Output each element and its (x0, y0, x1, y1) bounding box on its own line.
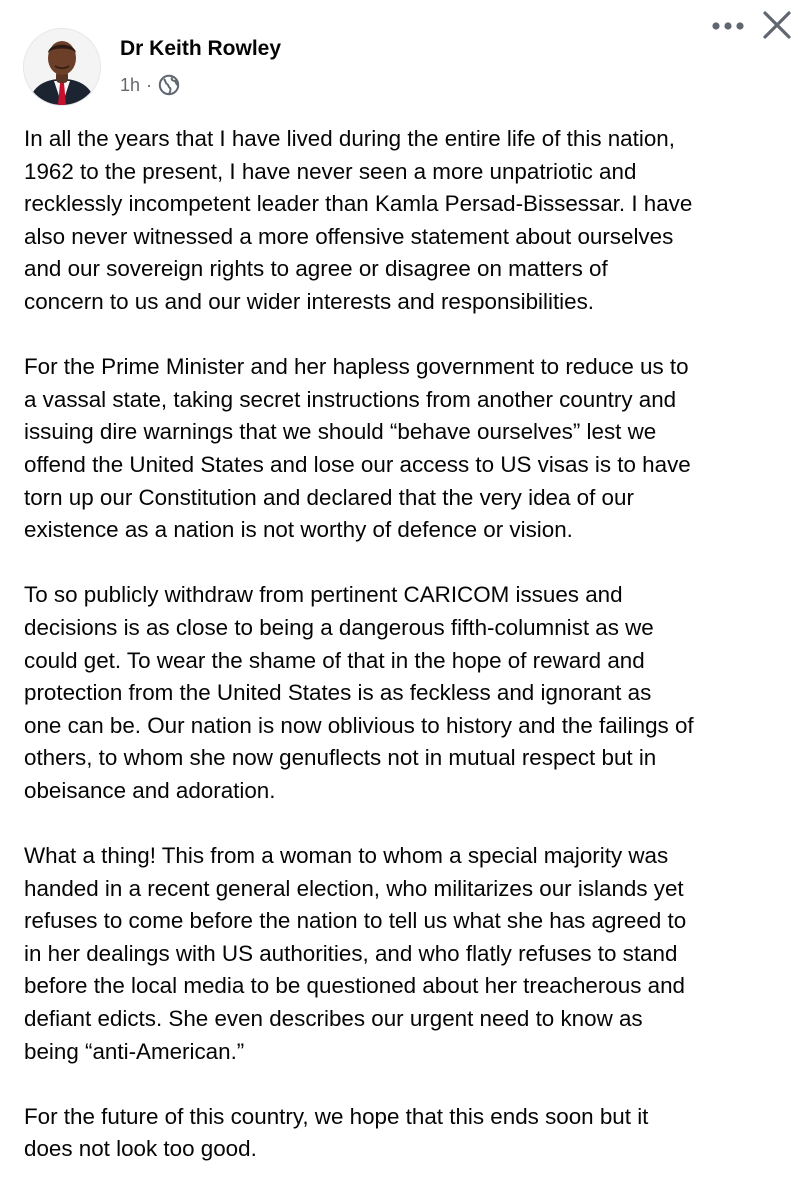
meta-separator: · (146, 74, 153, 95)
post-header (0, 0, 798, 110)
post-paragraph: For the future of this country, we hope that this ends soon but it does not look too good. (24, 1103, 649, 1162)
more-options-button[interactable] (706, 14, 750, 38)
close-button[interactable] (758, 6, 796, 44)
avatar-photo (24, 29, 100, 105)
post-body (24, 123, 784, 1199)
post-meta (120, 72, 180, 98)
post-timestamp[interactable]: 1h (120, 74, 141, 95)
post-paragraph: In all the years that I have lived during the entire life of this nation, 1962 to the present, I have never seen a more unpatriotic and recklessly incompetent leader than Kamla Persad-Bissessar. I have also never witnessed a more offensive statement about ourselves and our sovereign rights to agree or disagree on matters of concern to us and our wider interests and responsibilities. (24, 126, 693, 314)
post-paragraph: To so publicly withdraw from pertinent CARICOM issues and decisions is as close to being a dangerous fifth-columnist as we could get. To wear the shame of that in the hope of reward and protection from the United States is as feckless and ignorant as one can be. Our nation is now oblivious to history and the failings of others, to whom she now genuflects not in mutual respect but in obeisance and adoration. (24, 582, 694, 803)
avatar[interactable] (24, 29, 100, 105)
post-paragraph: What a thing! This from a woman to whom a special majority was handed in a recent general election, who militarizes our islands yet refuses to come before the nation to tell us what she has agreed to in her dealings with US authorities, and who flatly refuses to stand before the local media to be questioned about her treacherous and defiant edicts. She even describes our urgent need to know as being “anti-American.” (24, 843, 687, 1064)
more-options-icon (706, 20, 750, 32)
post-paragraph: For the Prime Minister and her hapless government to reduce us to a vassal state, taking secret instructions from another country and issuing dire warnings that we should “behave ourselves” lest we offend the United States and lose our access to US visas is to have torn up our Constitution and declared that the very idea of our existence as a nation is not worthy of defence or vision. (24, 354, 691, 543)
author-name[interactable]: Dr Keith Rowley (120, 37, 282, 60)
close-icon (760, 8, 794, 42)
globe-icon (158, 74, 180, 96)
